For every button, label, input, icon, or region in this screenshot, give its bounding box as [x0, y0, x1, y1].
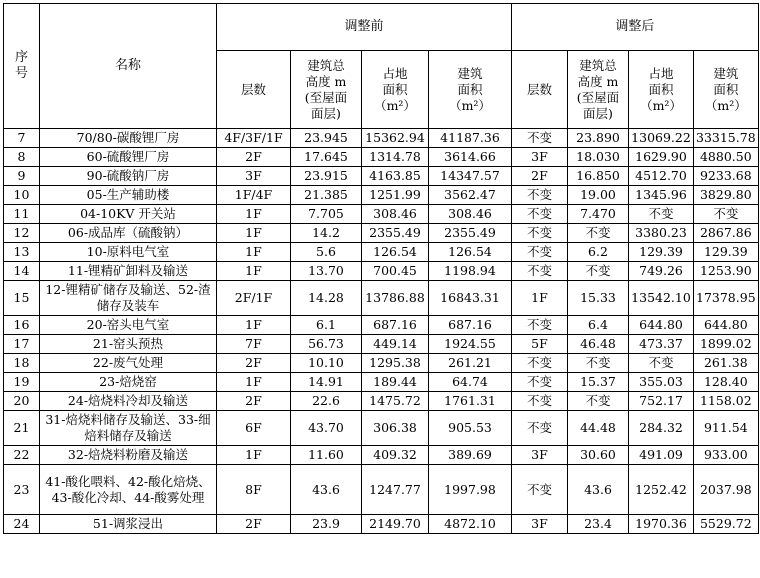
cell-before-build-area: 687.16	[429, 316, 512, 335]
cell-before-build-area: 3562.47	[429, 186, 512, 205]
cell-after-build-area: 4880.50	[694, 148, 759, 167]
cell-seq: 20	[4, 392, 40, 411]
cell-seq: 13	[4, 243, 40, 262]
cell-name: 10-原料电气室	[40, 243, 217, 262]
cell-before-height: 14.91	[291, 373, 362, 392]
header-before-height: 建筑总 高度 m (至屋面 面层)	[291, 51, 362, 129]
cell-seq: 12	[4, 224, 40, 243]
cell-before-build-area: 126.54	[429, 243, 512, 262]
cell-after-build-area: 911.54	[694, 411, 759, 446]
cell-name: 06-成品库（硫酸钠）	[40, 224, 217, 243]
cell-after-build-area: 5529.72	[694, 515, 759, 534]
cell-after-build-area: 128.40	[694, 373, 759, 392]
cell-before-land-area: 1314.78	[362, 148, 429, 167]
cell-name: 51-调浆浸出	[40, 515, 217, 534]
cell-after-land-area: 4512.70	[629, 167, 694, 186]
cell-before-floors: 1F	[217, 224, 291, 243]
cell-after-height: 23.4	[568, 515, 629, 534]
cell-before-land-area: 1251.99	[362, 186, 429, 205]
cell-after-floors: 不变	[512, 354, 568, 373]
cell-name: 60-硫酸锂厂房	[40, 148, 217, 167]
cell-after-land-area: 3380.23	[629, 224, 694, 243]
cell-after-build-area: 2867.86	[694, 224, 759, 243]
cell-before-land-area: 308.46	[362, 205, 429, 224]
building-adjustment-table	[3, 3, 759, 534]
cell-seq: 22	[4, 446, 40, 465]
cell-before-build-area: 2355.49	[429, 224, 512, 243]
cell-after-floors: 3F	[512, 446, 568, 465]
cell-before-floors: 2F/1F	[217, 281, 291, 316]
cell-before-land-area: 4163.85	[362, 167, 429, 186]
cell-name: 23-焙烧窑	[40, 373, 217, 392]
cell-after-land-area: 355.03	[629, 373, 694, 392]
cell-after-floors: 不变	[512, 186, 568, 205]
table-row	[4, 316, 759, 335]
cell-before-floors: 2F	[217, 392, 291, 411]
cell-after-height: 23.890	[568, 129, 629, 148]
cell-before-build-area: 1761.31	[429, 392, 512, 411]
cell-name: 41-酸化喂料、42-酸化焙烧、43-酸化冷却、44-酸雾处理	[40, 465, 217, 515]
cell-after-height: 18.030	[568, 148, 629, 167]
cell-seq: 16	[4, 316, 40, 335]
cell-after-land-area: 1629.90	[629, 148, 694, 167]
cell-after-floors: 不变	[512, 129, 568, 148]
header-after-floors: 层数	[512, 51, 568, 129]
table-row	[4, 465, 759, 515]
header-name: 名称	[40, 4, 217, 129]
cell-before-build-area: 1997.98	[429, 465, 512, 515]
cell-after-land-area: 491.09	[629, 446, 694, 465]
cell-seq: 21	[4, 411, 40, 446]
header-after: 调整后	[512, 4, 759, 51]
cell-before-height: 23.945	[291, 129, 362, 148]
cell-after-floors: 1F	[512, 281, 568, 316]
cell-before-build-area: 261.21	[429, 354, 512, 373]
header-before-land-area: 占地 面积 （m²）	[362, 51, 429, 129]
cell-after-build-area: 33315.78	[694, 129, 759, 148]
cell-after-build-area: 261.38	[694, 354, 759, 373]
cell-before-build-area: 389.69	[429, 446, 512, 465]
cell-after-build-area: 3829.80	[694, 186, 759, 205]
cell-after-land-area: 1345.96	[629, 186, 694, 205]
cell-after-floors: 5F	[512, 335, 568, 354]
table-row	[4, 446, 759, 465]
cell-before-build-area: 1198.94	[429, 262, 512, 281]
table-row	[4, 243, 759, 262]
cell-name: 21-窑头预热	[40, 335, 217, 354]
cell-after-build-area: 不变	[694, 205, 759, 224]
cell-before-land-area: 2355.49	[362, 224, 429, 243]
cell-after-build-area: 1899.02	[694, 335, 759, 354]
cell-after-height: 44.48	[568, 411, 629, 446]
cell-before-land-area: 1475.72	[362, 392, 429, 411]
cell-after-land-area: 473.37	[629, 335, 694, 354]
table-row	[4, 167, 759, 186]
cell-before-land-area: 1247.77	[362, 465, 429, 515]
cell-after-height: 30.60	[568, 446, 629, 465]
cell-name: 31-焙烧料储存及输送、33-细焙料储存及输送	[40, 411, 217, 446]
cell-before-height: 11.60	[291, 446, 362, 465]
cell-before-floors: 1F/4F	[217, 186, 291, 205]
cell-before-floors: 1F	[217, 243, 291, 262]
cell-before-build-area: 905.53	[429, 411, 512, 446]
cell-seq: 8	[4, 148, 40, 167]
cell-after-land-area: 749.26	[629, 262, 694, 281]
cell-name: 05-生产辅助楼	[40, 186, 217, 205]
cell-after-land-area: 644.80	[629, 316, 694, 335]
cell-before-land-area: 126.54	[362, 243, 429, 262]
cell-seq: 14	[4, 262, 40, 281]
cell-before-height: 22.6	[291, 392, 362, 411]
cell-name: 24-焙烧料冷却及输送	[40, 392, 217, 411]
cell-before-land-area: 449.14	[362, 335, 429, 354]
cell-after-land-area: 129.39	[629, 243, 694, 262]
cell-seq: 9	[4, 167, 40, 186]
table-row	[4, 515, 759, 534]
cell-before-height: 14.2	[291, 224, 362, 243]
cell-seq: 7	[4, 129, 40, 148]
cell-before-height: 56.73	[291, 335, 362, 354]
cell-before-floors: 1F	[217, 373, 291, 392]
cell-before-floors: 1F	[217, 316, 291, 335]
cell-after-floors: 不变	[512, 373, 568, 392]
header-after-land-area: 占地 面积 （m²）	[629, 51, 694, 129]
cell-name: 90-硫酸钠厂房	[40, 167, 217, 186]
cell-name: 12-锂精矿储存及输送、52-渣储存及装车	[40, 281, 217, 316]
cell-after-floors: 3F	[512, 148, 568, 167]
cell-before-floors: 6F	[217, 411, 291, 446]
cell-before-floors: 4F/3F/1F	[217, 129, 291, 148]
cell-before-land-area: 189.44	[362, 373, 429, 392]
cell-seq: 24	[4, 515, 40, 534]
cell-before-land-area: 409.32	[362, 446, 429, 465]
cell-after-build-area: 2037.98	[694, 465, 759, 515]
cell-after-height: 15.37	[568, 373, 629, 392]
cell-before-floors: 2F	[217, 148, 291, 167]
cell-seq: 18	[4, 354, 40, 373]
cell-after-height: 7.470	[568, 205, 629, 224]
cell-before-height: 17.645	[291, 148, 362, 167]
cell-seq: 15	[4, 281, 40, 316]
cell-after-height: 19.00	[568, 186, 629, 205]
cell-before-floors: 1F	[217, 446, 291, 465]
cell-after-build-area: 1253.90	[694, 262, 759, 281]
cell-after-land-area: 不变	[629, 205, 694, 224]
cell-after-floors: 不变	[512, 411, 568, 446]
cell-name: 32-焙烧料粉磨及输送	[40, 446, 217, 465]
cell-seq: 23	[4, 465, 40, 515]
cell-before-floors: 2F	[217, 515, 291, 534]
cell-after-height: 6.4	[568, 316, 629, 335]
cell-seq: 10	[4, 186, 40, 205]
cell-before-land-area: 13786.88	[362, 281, 429, 316]
cell-after-floors: 2F	[512, 167, 568, 186]
cell-seq: 17	[4, 335, 40, 354]
cell-before-height: 21.385	[291, 186, 362, 205]
cell-before-build-area: 3614.66	[429, 148, 512, 167]
cell-after-land-area: 不变	[629, 354, 694, 373]
table-header-row	[4, 4, 759, 51]
cell-before-height: 43.70	[291, 411, 362, 446]
cell-name: 04-10KV 开关站	[40, 205, 217, 224]
cell-after-height: 16.850	[568, 167, 629, 186]
cell-before-floors: 2F	[217, 354, 291, 373]
cell-after-floors: 不变	[512, 262, 568, 281]
cell-after-land-area: 752.17	[629, 392, 694, 411]
cell-after-height: 46.48	[568, 335, 629, 354]
cell-after-floors: 不变	[512, 316, 568, 335]
table-row	[4, 186, 759, 205]
cell-before-floors: 7F	[217, 335, 291, 354]
cell-before-build-area: 14347.57	[429, 167, 512, 186]
table-row	[4, 281, 759, 316]
cell-after-height: 43.6	[568, 465, 629, 515]
cell-before-height: 23.915	[291, 167, 362, 186]
cell-before-land-area: 2149.70	[362, 515, 429, 534]
cell-after-height: 不变	[568, 354, 629, 373]
table-row	[4, 373, 759, 392]
cell-after-floors: 不变	[512, 243, 568, 262]
cell-before-build-area: 1924.55	[429, 335, 512, 354]
cell-before-height: 6.1	[291, 316, 362, 335]
cell-after-height: 不变	[568, 224, 629, 243]
cell-after-height: 15.33	[568, 281, 629, 316]
header-before: 调整前	[217, 4, 512, 51]
cell-after-land-area: 1970.36	[629, 515, 694, 534]
cell-name: 22-废气处理	[40, 354, 217, 373]
table-row	[4, 129, 759, 148]
cell-after-floors: 3F	[512, 515, 568, 534]
cell-name: 70/80-碳酸锂厂房	[40, 129, 217, 148]
table-row	[4, 148, 759, 167]
cell-after-land-area: 1252.42	[629, 465, 694, 515]
cell-seq: 11	[4, 205, 40, 224]
cell-after-height: 不变	[568, 392, 629, 411]
cell-after-floors: 不变	[512, 465, 568, 515]
cell-after-build-area: 9233.68	[694, 167, 759, 186]
cell-after-land-area: 13542.10	[629, 281, 694, 316]
cell-name: 20-窑头电气室	[40, 316, 217, 335]
cell-before-floors: 1F	[217, 262, 291, 281]
cell-after-build-area: 1158.02	[694, 392, 759, 411]
cell-after-floors: 不变	[512, 205, 568, 224]
cell-after-build-area: 933.00	[694, 446, 759, 465]
cell-seq: 19	[4, 373, 40, 392]
header-after-height: 建筑总 高度 m (至屋面 面层)	[568, 51, 629, 129]
cell-after-floors: 不变	[512, 392, 568, 411]
cell-after-height: 6.2	[568, 243, 629, 262]
table-body	[4, 129, 759, 534]
table-row	[4, 411, 759, 446]
cell-before-land-area: 15362.94	[362, 129, 429, 148]
cell-before-height: 23.9	[291, 515, 362, 534]
table-row	[4, 224, 759, 243]
cell-after-height: 不变	[568, 262, 629, 281]
cell-after-floors: 不变	[512, 224, 568, 243]
table-row	[4, 392, 759, 411]
table-row	[4, 335, 759, 354]
cell-before-build-area: 16843.31	[429, 281, 512, 316]
table-row	[4, 354, 759, 373]
cell-before-height: 10.10	[291, 354, 362, 373]
cell-before-build-area: 41187.36	[429, 129, 512, 148]
cell-before-height: 14.28	[291, 281, 362, 316]
header-seq: 序 号	[4, 4, 40, 129]
cell-after-land-area: 13069.22	[629, 129, 694, 148]
header-before-floors: 层数	[217, 51, 291, 129]
cell-before-land-area: 306.38	[362, 411, 429, 446]
cell-before-floors: 8F	[217, 465, 291, 515]
header-after-build-area: 建筑 面积 （m²）	[694, 51, 759, 129]
cell-before-height: 5.6	[291, 243, 362, 262]
cell-before-build-area: 4872.10	[429, 515, 512, 534]
cell-before-build-area: 64.74	[429, 373, 512, 392]
cell-name: 11-锂精矿卸料及输送	[40, 262, 217, 281]
cell-before-height: 43.6	[291, 465, 362, 515]
cell-before-build-area: 308.46	[429, 205, 512, 224]
cell-before-height: 13.70	[291, 262, 362, 281]
table-row	[4, 262, 759, 281]
cell-after-build-area: 129.39	[694, 243, 759, 262]
cell-before-land-area: 1295.38	[362, 354, 429, 373]
cell-after-land-area: 284.32	[629, 411, 694, 446]
cell-before-floors: 3F	[217, 167, 291, 186]
cell-before-land-area: 700.45	[362, 262, 429, 281]
cell-after-build-area: 644.80	[694, 316, 759, 335]
table-row	[4, 205, 759, 224]
cell-before-land-area: 687.16	[362, 316, 429, 335]
header-before-build-area: 建筑 面积 （m²）	[429, 51, 512, 129]
cell-before-height: 7.705	[291, 205, 362, 224]
cell-before-floors: 1F	[217, 205, 291, 224]
cell-after-build-area: 17378.95	[694, 281, 759, 316]
